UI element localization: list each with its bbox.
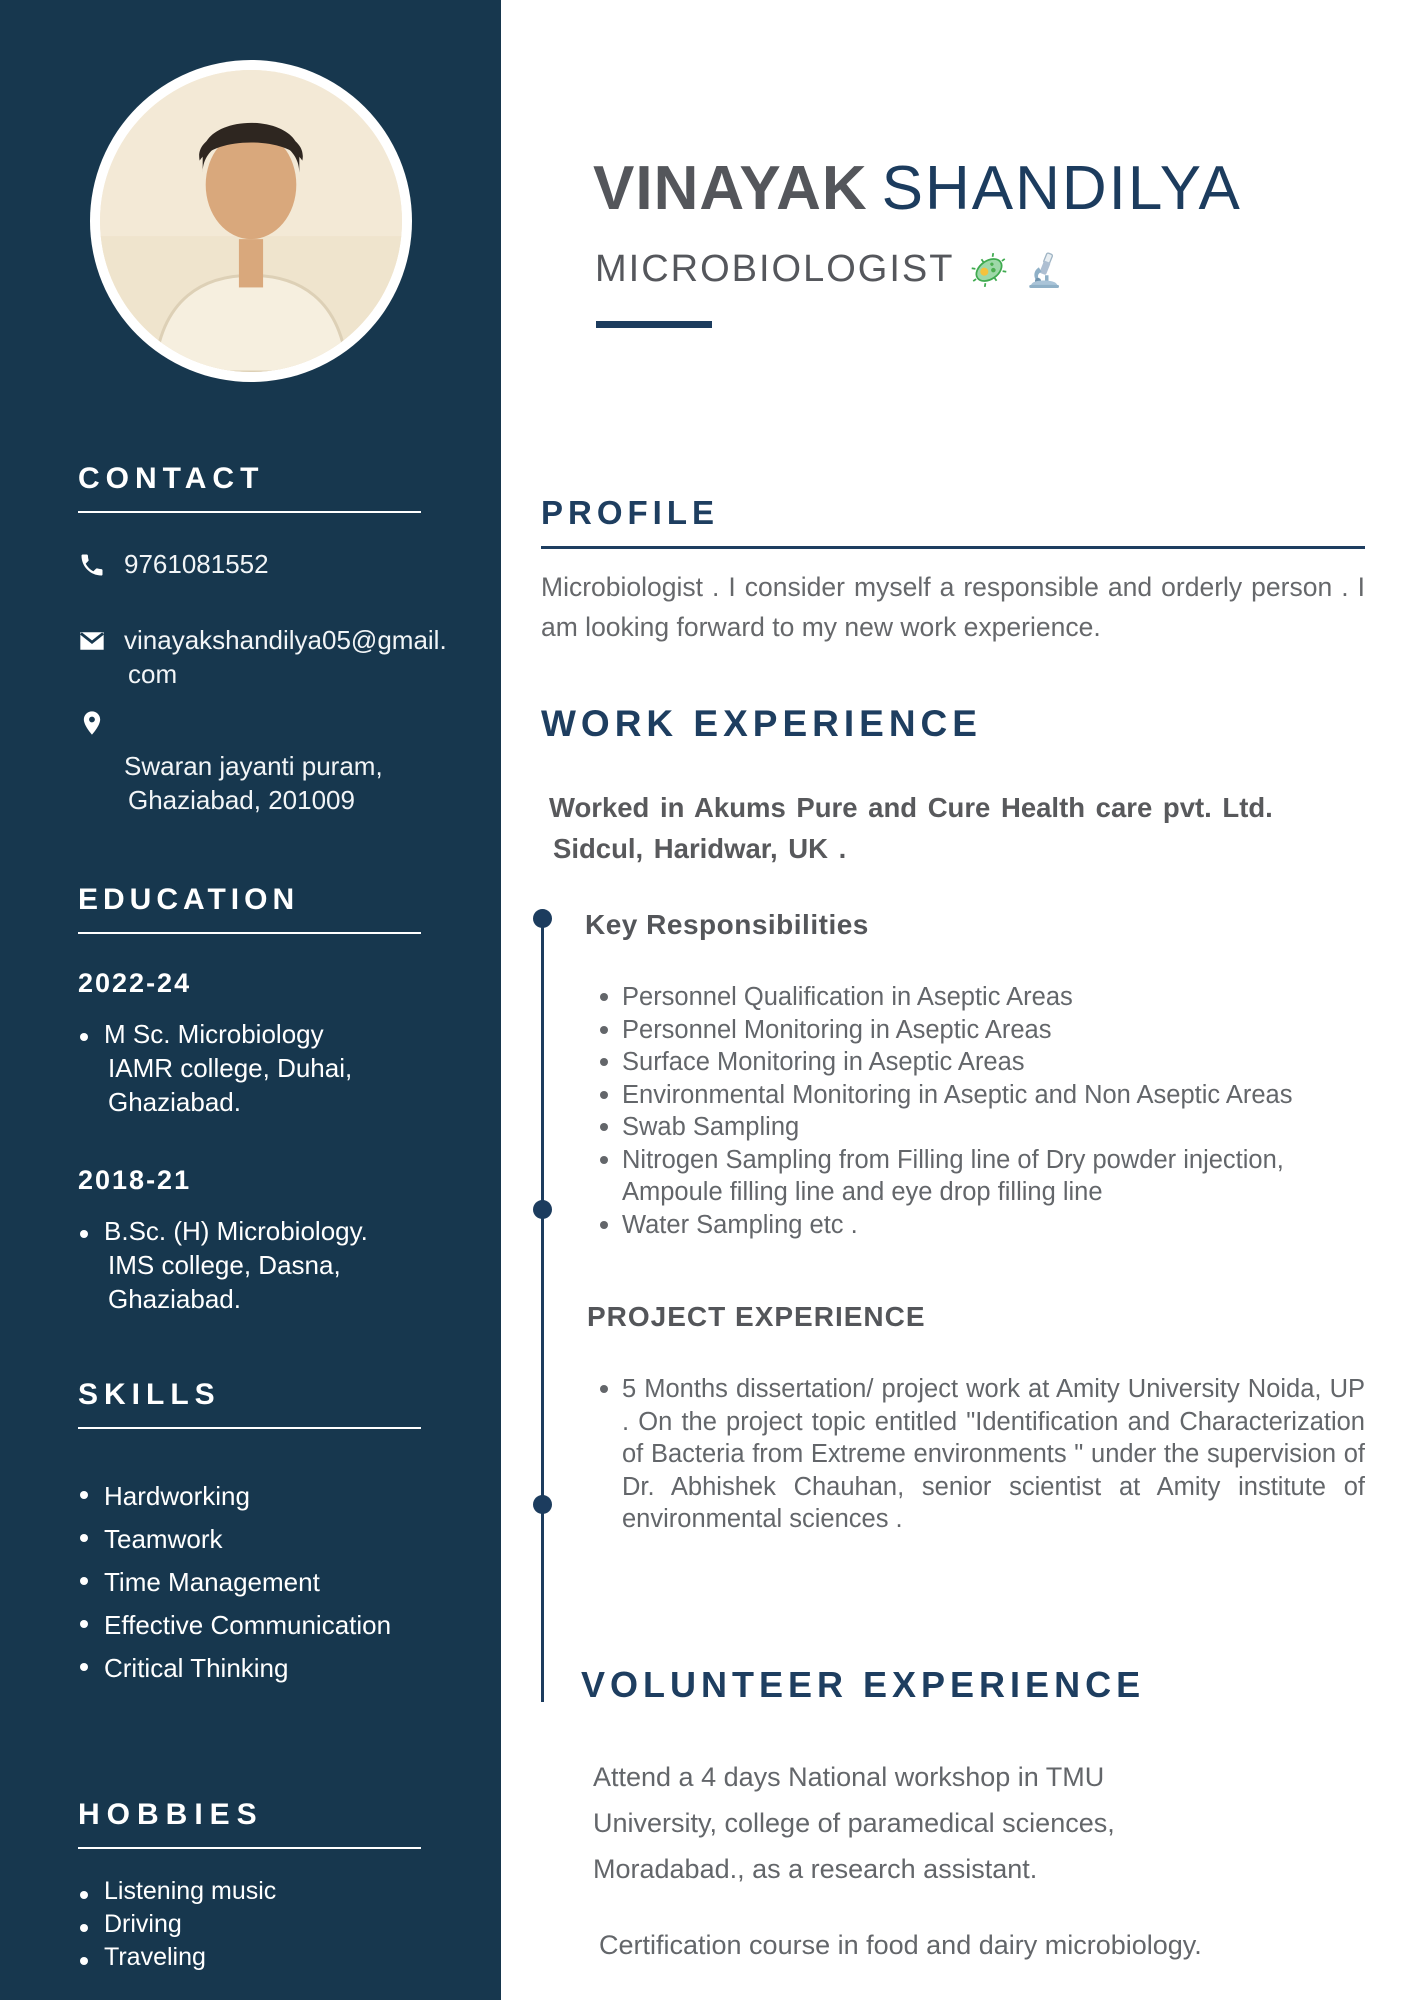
- skill-item: Critical Thinking: [78, 1647, 421, 1690]
- education-divider: [78, 932, 421, 934]
- profile-photo-ring: [90, 60, 412, 382]
- responsibility-item: Personnel Qualification in Aseptic Areas: [599, 981, 1365, 1014]
- contact-section: [78, 462, 447, 817]
- timeline-dot: [533, 1495, 552, 1514]
- address-line2: Ghaziabad, 201009: [128, 785, 355, 815]
- mail-icon: [78, 623, 124, 655]
- profile-heading: PROFILE: [541, 494, 720, 531]
- phone-row: [78, 547, 421, 581]
- last-name: SHANDILYA: [881, 154, 1242, 223]
- skills-heading: SKILLS: [78, 1378, 221, 1411]
- education-degree: B.Sc. (H) Microbiology.: [104, 1216, 368, 1246]
- education-city: Ghaziabad.: [108, 1284, 241, 1314]
- hobbies-section: [78, 1798, 421, 1974]
- email-line2: com: [128, 659, 178, 689]
- hobby-item: Listening music: [78, 1875, 421, 1908]
- contact-heading: CONTACT: [78, 462, 265, 495]
- job-title: MICROBIOLOGIST: [595, 248, 955, 290]
- phone-icon: [78, 547, 124, 579]
- volunteer-paragraph-2: Certification course in food and dairy microbiology.: [599, 1929, 1202, 1960]
- employer-line1: Worked in Akums Pure and Cure Health care pvt. Ltd.: [549, 792, 1273, 823]
- profile-divider: [541, 546, 1365, 549]
- responsibility-item: Swab Sampling: [599, 1111, 1365, 1144]
- project-experience-heading: PROJECT EXPERIENCE: [587, 1301, 926, 1332]
- phone-number: 9761081552: [124, 549, 269, 579]
- education-degree: M Sc. Microbiology: [104, 1019, 324, 1049]
- page-title: [593, 154, 1365, 223]
- timeline-dot: [533, 909, 552, 928]
- education-item-2: [78, 1214, 421, 1316]
- education-years-1: 2022-24: [78, 968, 192, 998]
- skills-list: [78, 1475, 421, 1690]
- hobby-item: Traveling: [78, 1941, 421, 1974]
- timeline-dot: [533, 1200, 552, 1219]
- email-row: [78, 623, 447, 691]
- address-row: [78, 705, 421, 817]
- employer-block: [549, 787, 1365, 869]
- hobbies-heading: HOBBIES: [78, 1798, 264, 1831]
- main-column: [501, 0, 1414, 2000]
- project-list: [599, 1373, 1365, 1536]
- education-years-2: 2018-21: [78, 1165, 192, 1195]
- experience-timeline: [541, 907, 1365, 1536]
- title-underline-bar: [596, 321, 712, 328]
- email-address: [124, 623, 447, 691]
- responsibility-item: Environmental Monitoring in Aseptic and Non Aseptic Areas: [599, 1079, 1365, 1112]
- education-item-1: [78, 1017, 421, 1119]
- volunteer-heading: VOLUNTEER EXPERIENCE: [581, 1663, 1146, 1705]
- education-section: [78, 883, 421, 1316]
- responsibility-item: Surface Monitoring in Aseptic Areas: [599, 1046, 1365, 1079]
- job-title-row: [595, 248, 1365, 291]
- microbe-icon: [968, 249, 1010, 291]
- education-city: Ghaziabad.: [108, 1087, 241, 1117]
- sidebar: [0, 0, 501, 2000]
- timeline-line: [541, 917, 544, 1702]
- address-line1: Swaran jayanti puram,: [124, 751, 383, 781]
- skill-item: Effective Communication: [78, 1604, 421, 1647]
- skills-section: [78, 1378, 421, 1690]
- hobby-item: Driving: [78, 1908, 421, 1941]
- email-line1: vinayakshandilya05@gmail.: [124, 625, 447, 655]
- contact-divider: [78, 511, 421, 513]
- volunteer-paragraph-1: Attend a 4 days National workshop in TMU University, college of paramedical sciences, Moradabad., as a research assistant.: [593, 1761, 1115, 1884]
- skill-item: Time Management: [78, 1561, 421, 1604]
- responsibility-item: Water Sampling etc .: [599, 1209, 1365, 1242]
- hobbies-divider: [78, 1847, 421, 1849]
- responsibilities-list: [599, 981, 1365, 1241]
- responsibility-item: Personnel Monitoring in Aseptic Areas: [599, 1014, 1365, 1047]
- profile-section: [541, 494, 1365, 647]
- microscope-icon: [1024, 249, 1066, 291]
- profile-text: Microbiologist . I consider myself a responsible and orderly person . I am looking forward to my new work experience.: [541, 572, 1365, 642]
- portrait-illustration: [100, 70, 402, 372]
- first-name: VINAYAK: [593, 154, 868, 223]
- skills-divider: [78, 1427, 421, 1429]
- employer-line2: Sidcul, Haridwar, UK .: [553, 833, 847, 864]
- skill-item: Teamwork: [78, 1518, 421, 1561]
- volunteer-section: [541, 1664, 1365, 1961]
- key-responsibilities-heading: Key Responsibilities: [585, 909, 869, 940]
- skill-item: Hardworking: [78, 1475, 421, 1518]
- education-college: IMS college, Dasna,: [108, 1250, 341, 1280]
- education-heading: EDUCATION: [78, 883, 300, 916]
- address-text: [124, 749, 383, 817]
- project-item: 5 Months dissertation/ project work at Amity University Noida, UP . On the project topic entitled "Identification and Characterization of Bacteria from Extreme environments " under the supervision of Dr. Abhishek Chauhan, senior scientist at Amity institute of environmental sciences .: [599, 1373, 1365, 1536]
- education-college: IAMR college, Duhai,: [108, 1053, 353, 1083]
- work-experience-section: [541, 703, 1365, 1536]
- location-pin-icon: [78, 705, 124, 737]
- profile-photo: [100, 70, 402, 372]
- hobbies-list: [78, 1875, 421, 1974]
- responsibility-item: Nitrogen Sampling from Filling line of Dry powder injection, Ampoule filling line and eye drop filling line: [599, 1144, 1365, 1209]
- work-experience-heading: WORK EXPERIENCE: [541, 703, 982, 744]
